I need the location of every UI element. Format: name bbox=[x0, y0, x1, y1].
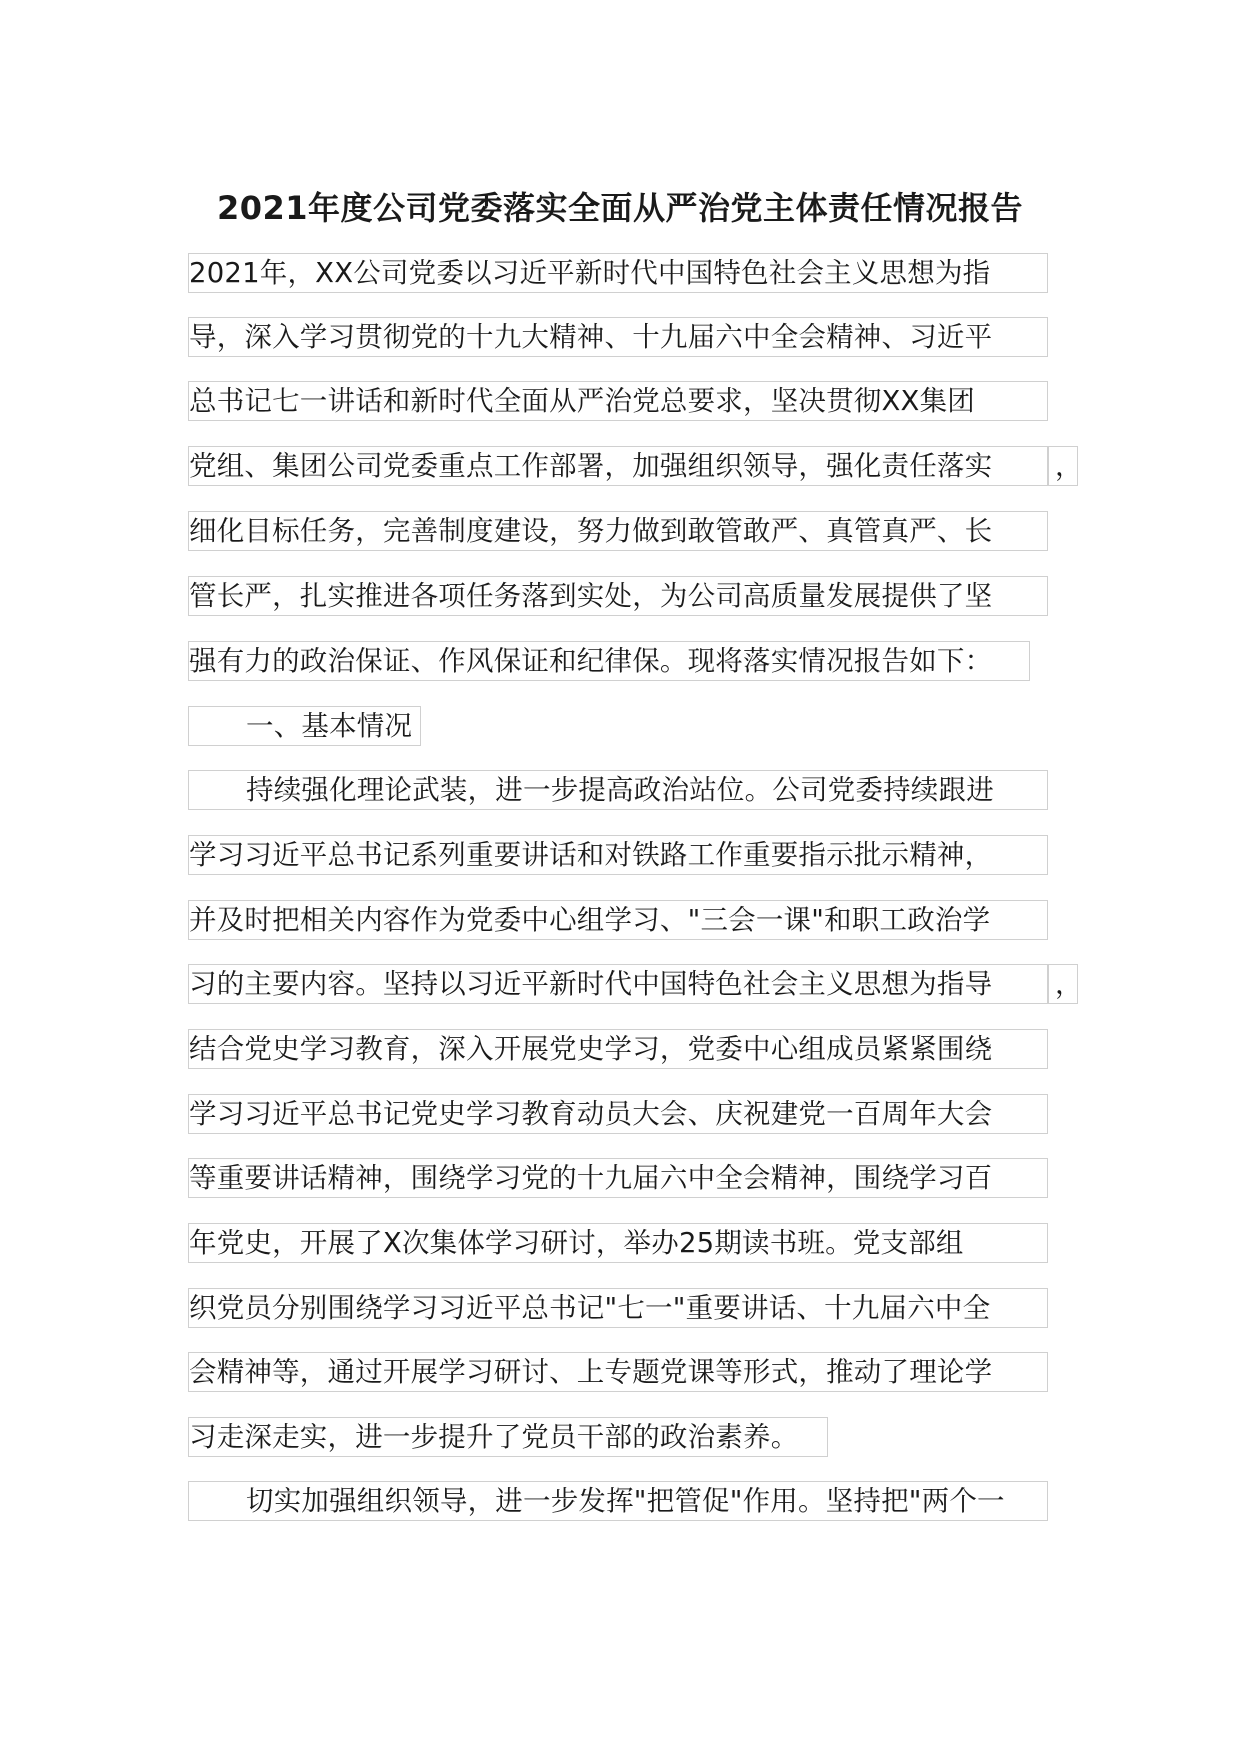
text-line: 管长严，扎实推进各项任务落到实处，为公司高质量发展提供了坚 bbox=[188, 576, 1048, 616]
document-title: 2021年度公司党委落实全面从严治党主体责任情况报告 bbox=[216, 189, 1024, 227]
text-line: 强有力的政治保证、作风保证和纪律保。现将落实情况报告如下： bbox=[188, 641, 1030, 681]
text-line: 结合党史学习教育，深入开展党史学习，党委中心组成员紧紧围绕 bbox=[188, 1029, 1048, 1069]
text-line: 学习习近平总书记系列重要讲话和对铁路工作重要指示批示精神， bbox=[188, 835, 1048, 875]
overflow-punctuation: ， bbox=[1048, 964, 1078, 1004]
text-line: 2021年，XX公司党委以习近平新时代中国特色社会主义思想为指 bbox=[188, 253, 1048, 293]
text-line: 持续强化理论武装，进一步提高政治站位。公司党委持续跟进 bbox=[188, 770, 1048, 810]
text-line: 会精神等，通过开展学习研讨、上专题党课等形式，推动了理论学 bbox=[188, 1352, 1048, 1392]
text-line: 年党史，开展了X次集体学习研讨，举办25期读书班。党支部组 bbox=[188, 1223, 1048, 1263]
text-line: 导，深入学习贯彻党的十九大精神、十九届六中全会精神、习近平 bbox=[188, 317, 1048, 357]
text-line: 习的主要内容。坚持以习近平新时代中国特色社会主义思想为指导 bbox=[188, 964, 1048, 1004]
text-line: 党组、集团公司党委重点工作部署，加强组织领导，强化责任落实 bbox=[188, 446, 1048, 486]
text-line: 总书记七一讲话和新时代全面从严治党总要求，坚决贯彻XX集团 bbox=[188, 381, 1048, 421]
text-line: 等重要讲话精神，围绕学习党的十九届六中全会精神，围绕学习百 bbox=[188, 1158, 1048, 1198]
text-line: 习走深走实，进一步提升了党员干部的政治素养。 bbox=[188, 1417, 828, 1457]
text-line: 细化目标任务，完善制度建设，努力做到敢管敢严、真管真严、长 bbox=[188, 511, 1048, 551]
text-line: 并及时把相关内容作为党委中心组学习、"三会一课"和职工政治学 bbox=[188, 900, 1048, 940]
text-line: 学习习近平总书记党史学习教育动员大会、庆祝建党一百周年大会 bbox=[188, 1094, 1048, 1134]
overflow-punctuation: ， bbox=[1048, 446, 1078, 486]
text-line: 切实加强组织领导，进一步发挥"把管促"作用。坚持把"两个一 bbox=[188, 1481, 1048, 1521]
section-heading: 一、基本情况 bbox=[188, 706, 421, 746]
text-line: 织党员分别围绕学习习近平总书记"七一"重要讲话、十九届六中全 bbox=[188, 1288, 1048, 1328]
